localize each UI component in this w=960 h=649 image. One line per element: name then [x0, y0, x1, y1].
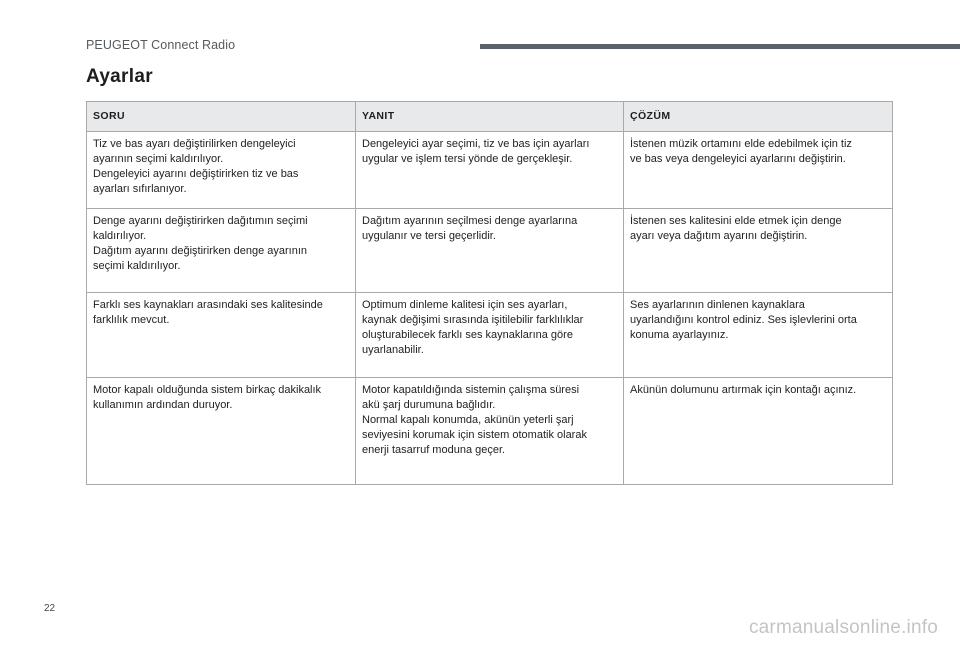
watermark-text: carmanualsonline.info [748, 617, 938, 638]
question-cell: Denge ayarını değiştirirken dağıtımın seçimi kaldırılıyor. Dağıtım ayarını değiştirirken denge ayarının seçimi kaldırılıyor. [87, 209, 356, 293]
page-title: Ayarlar [86, 66, 153, 87]
header-accent-bar [480, 44, 960, 49]
table-row [87, 209, 893, 293]
troubleshooting-table [86, 101, 893, 485]
solution-cell: Akünün dolumunu artırmak için kontağı açınız. [624, 378, 893, 485]
answer-cell: Dengeleyici ayar seçimi, tiz ve bas için ayarları uygular ve işlem tersi yönde de gerçekleşir. [356, 132, 624, 209]
column-header-question: SORU [87, 102, 356, 132]
answer-cell: Motor kapatıldığında sistemin çalışma süresi akü şarj durumuna bağlıdır. Normal kapalı konumda, akünün yeterli şarj seviyesini korumak için sistem otomatik olarak enerji tasarruf moduna geçer. [356, 378, 624, 485]
solution-cell: İstenen müzik ortamını elde edebilmek için tiz ve bas veya dengeleyici ayarlarını değiştirin. [624, 132, 893, 209]
page-number: 22 [44, 603, 56, 614]
table-row [87, 378, 893, 485]
question-cell: Farklı ses kaynakları arasındaki ses kalitesinde farklılık mevcut. [87, 293, 356, 378]
question-cell: Tiz ve bas ayarı değiştirilirken dengeleyici ayarının seçimi kaldırılıyor. Dengeleyici ayarını değiştirirken tiz ve bas ayarları sıfırlanıyor. [87, 132, 356, 209]
solution-cell: İstenen ses kalitesini elde etmek için denge ayarı veya dağıtım ayarını değiştirin. [624, 209, 893, 293]
table-header-row [87, 102, 893, 132]
document-header-label: PEUGEOT Connect Radio [86, 38, 236, 52]
table-row [87, 293, 893, 378]
table-row [87, 132, 893, 209]
answer-cell: Dağıtım ayarının seçilmesi denge ayarlarına uygulanır ve tersi geçerlidir. [356, 209, 624, 293]
answer-cell: Optimum dinleme kalitesi için ses ayarları, kaynak değişimi sırasında işitilebilir farklılıklar oluşturabilecek farklı ses kaynaklarına göre uyarlanabilir. [356, 293, 624, 378]
solution-cell: Ses ayarlarının dinlenen kaynaklara uyarlandığını kontrol ediniz. Ses işlevlerini orta konuma ayarlayınız. [624, 293, 893, 378]
column-header-answer: YANIT [356, 102, 624, 132]
question-cell: Motor kapalı olduğunda sistem birkaç dakikalık kullanımın ardından duruyor. [87, 378, 356, 485]
column-header-solution: ÇÖZÜM [624, 102, 893, 132]
